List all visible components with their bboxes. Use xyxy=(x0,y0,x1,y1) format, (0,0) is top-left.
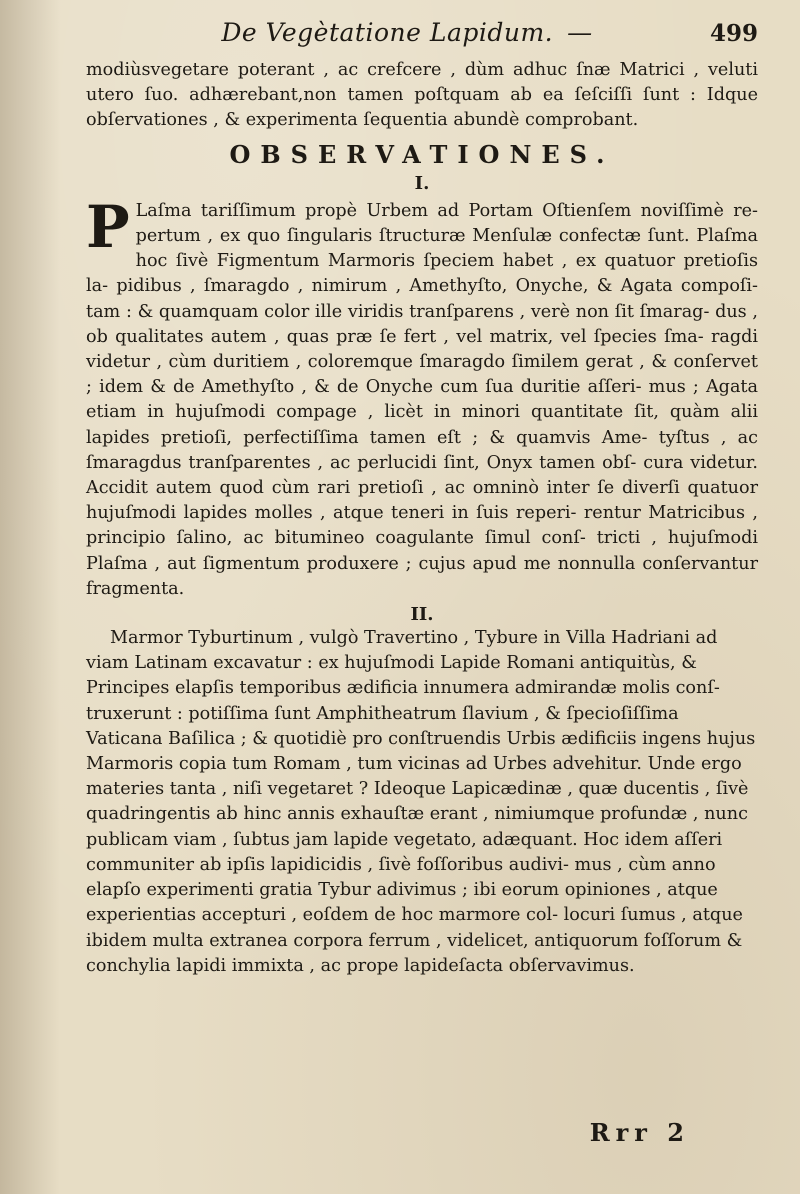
running-title xyxy=(86,18,688,47)
drop-cap: P xyxy=(86,192,130,261)
observation-1-paragraph xyxy=(86,192,758,602)
gutter-shadow xyxy=(0,0,60,1194)
running-title-text: De Vegètatione Lapidum. xyxy=(221,18,554,47)
catchword-signature: Rrr 2 xyxy=(589,1118,690,1147)
section-heading: OBSERVATIONES. xyxy=(229,139,615,169)
observation-2-numeral: II. xyxy=(410,604,434,626)
running-title-dash: — xyxy=(567,18,593,47)
observation-1-text: Laſma tariſſimum propè Urbem ad Portam Oſtienſem noviſſimè re- pertum , ex quo ſingularis ſtructuræ Menſulæ confectæ ſunt. Plaſma hoc ſivè Figmentum Marmoris ſpeciem habet , ex quatuor pretioſis la- pidibus , ſmaragdo , nimirum , Amethyſto, Onyche, & Agata compoſi- tam : & quamquam color ille viridis tranſparens , verè non ſit ſmarag- dus , ob qualitates autem , quas præ ſe fert , vel matrix, vel ſpecies ſma- ragdi videtur , cùm duritiem , coloremque ſmaragdo ſimilem gerat , & conſervet ; idem & de Amethyſto , & de Onyche cum ſua duritie aſſeri- mus ; Agata etiam in hujuſmodi compage , licèt in minori quantitate ſit, quàm alii lapides pretioſi, perfectiſſima tamen eſt ; & quamvis Ame- tyſtus , ac ſmaragdus tranſparentes , ac perlucidi ſint, Onyx tamen obſ- cura videtur. Accidit autem quod cùm rari pretioſi , ac omninò inter ſe diverſi quatuor hujuſmodi lapides molles , atque teneri in ſuis reperi- rentur Matricibus , principio ſalino, ac bitumineo coagulante ſimul conſ- tricti , hujuſmodi Plaſma , aut ſigmentum produxere ; cujus apud me nonnulla conſervantur fragmenta. xyxy=(86,200,758,599)
observation-1-numeral: I. xyxy=(414,172,430,194)
body-text xyxy=(86,58,758,979)
observation-2-paragraph: Marmor Tyburtinum , vulgò Travertino , Tybure in Villa Hadriani ad viam Latinam excavatur : ex hujuſmodi Lapide Romani antiquitùs, & Principes elapſis temporibus ædificia innumera admirandæ molis conſ- truxerunt : potiſſima ſunt Amphitheatrum ſlavium , & ſpecioſiſſima Vaticana Baſilica ; & quotidiè pro conſtruendis Urbis ædificiis ingens hujus Marmoris copia tum Romam , tum vicinas ad Urbes advehitur. Unde ergo materies tanta , niſi vegetaret ? Ideoque Lapicædinæ , quæ ducentis , ſivè quadringentis ab hinc annis exhauſtæ erant , nimiumque profundæ , nunc publicam viam , ſubtus jam lapide vegetato, adæquant. Hoc idem aſſeri communiter ab ipſis lapidicidis , ſivè foſſoribus audivi- mus , cùm anno elapſo experimenti gratia Tybur adivimus ; ibi eorum opiniones , atque experientias accepturi , eoſdem de hoc marmore col- locuri ſumus , atque ibidem multa extranea corpora ferrum , videlicet, antiquorum foſſorum & conchylia lapidi immixta , ac prope lapideſacta obſervavimus. xyxy=(86,628,756,976)
page-header xyxy=(86,18,758,58)
intro-paragraph: modiùsvegetare poterant , ac crefcere , dùm adhuc ſnæ Matrici , veluti utero ſuo. adhærebant,non tamen poſtquam ab ea ſeſciſſi ſunt : Idque obſervationes , & experimenta ſequentia abundè comprobant. xyxy=(86,60,758,131)
page-number: 499 xyxy=(709,20,758,47)
